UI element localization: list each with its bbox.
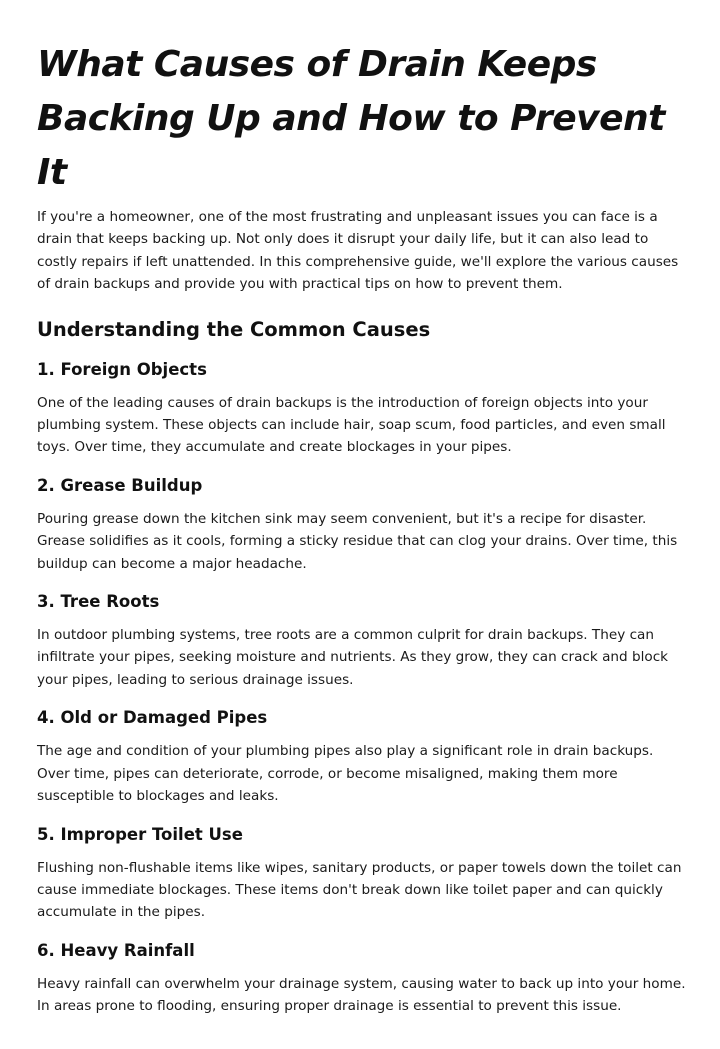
cause-grease-buildup	[37, 474, 687, 575]
cause-heading: 5. Improper Toilet Use	[37, 824, 243, 844]
title-line-1: What Causes of Drain Keeps	[37, 44, 597, 85]
cause-heavy-rainfall	[37, 939, 687, 1018]
cause-heading: 4. Old or Damaged Pipes	[37, 708, 268, 728]
title-line-2: Backing Up and How to Prevent It	[37, 98, 665, 193]
cause-heading: 3. Tree Roots	[37, 592, 160, 612]
cause-tree-roots	[37, 590, 687, 691]
cause-heading: 1. Foreign Objects	[37, 359, 207, 379]
section-heading: Understanding the Common Causes	[37, 317, 431, 341]
cause-heading: 6. Heavy Rainfall	[37, 940, 195, 960]
cause-improper-toilet-use	[37, 823, 687, 924]
page-title	[37, 38, 687, 200]
cause-body: Flushing non-flushable items like wipes, sanitary products, or paper towels down the toilet can cause immediate blockages. These items don't break down like toilet paper and can quickly accumulate in the pipes.	[37, 859, 682, 921]
intro-paragraph: If you're a homeowner, one of the most frustrating and unpleasant issues you can face is a drain that keeps backing up. Not only does it disrupt your daily life, but it can also lead to costly repairs if left unattended. In this comprehensive guide, we'll explore the various causes of drain backups and provide you with practical tips on how to prevent them.	[37, 209, 679, 293]
cause-old-damaged-pipes	[37, 706, 687, 807]
cause-heading: 2. Grease Buildup	[37, 475, 203, 495]
cause-body: One of the leading causes of drain backups is the introduction of foreign objects into your plumbing system. These objects can include hair, soap scum, food particles, and even small toys. Over time, they accumulate and create blockages in your pipes.	[37, 394, 666, 456]
cause-body: Pouring grease down the kitchen sink may seem convenient, but it's a recipe for disaster. Grease solidifies as it cools, forming a sticky residue that can clog your drains. Over time, this buildup can become a major headache.	[37, 510, 678, 572]
cause-body: The age and condition of your plumbing pipes also play a significant role in drain backups. Over time, pipes can deteriorate, corrode, or become misaligned, making them more susceptible to blockages and leaks.	[37, 743, 654, 805]
cause-foreign-objects	[37, 358, 687, 459]
cause-body: Heavy rainfall can overwhelm your drainage system, causing water to back up into your home. In areas prone to flooding, ensuring proper drainage is essential to prevent this issue.	[37, 975, 686, 1015]
article	[37, 38, 687, 1018]
cause-body: In outdoor plumbing systems, tree roots are a common culprit for drain backups. They can infiltrate your pipes, seeking moisture and nutrients. As they grow, they can crack and block your pipes, leading to serious drainage issues.	[37, 627, 669, 688]
